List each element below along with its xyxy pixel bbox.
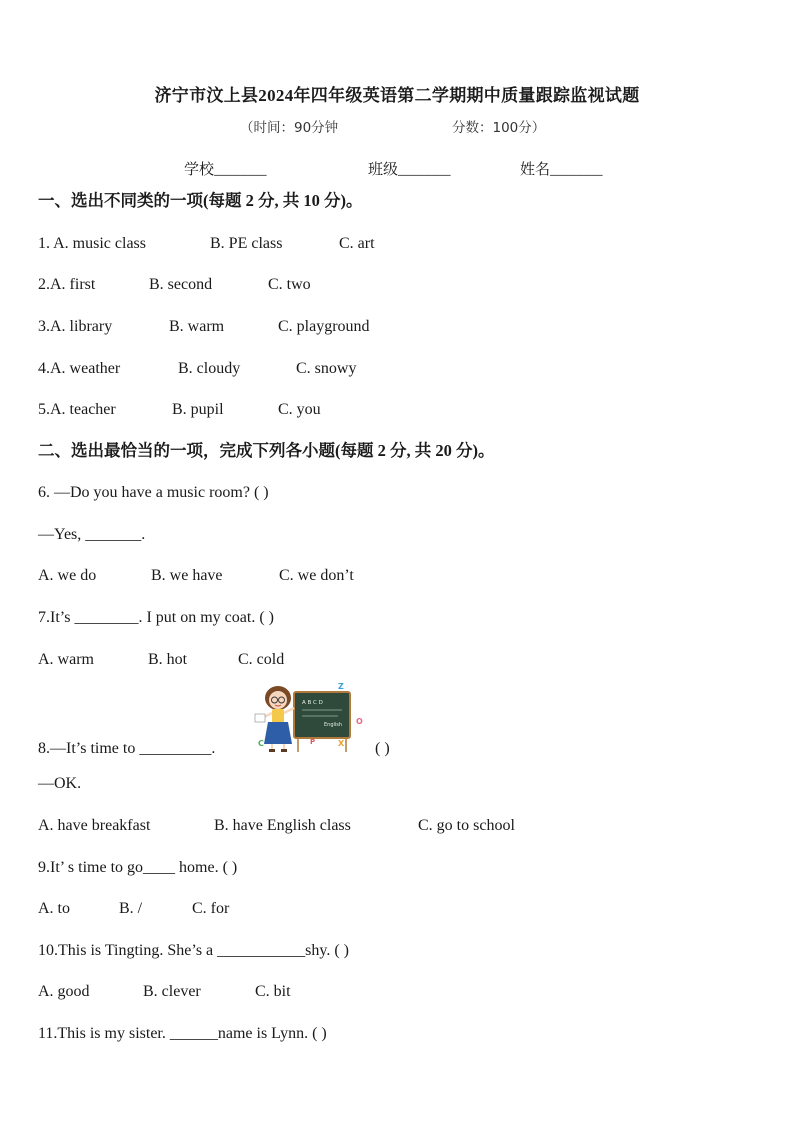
letter-x: X	[338, 739, 345, 748]
teacher-chalkboard-illustration	[250, 680, 368, 754]
q9-option-b: B. /	[119, 900, 143, 917]
letter-c: C	[258, 739, 264, 748]
exam-time: （时间：90分钟	[240, 120, 339, 136]
q2-option-a: 2.A. first	[38, 276, 96, 293]
q9-option-c: C. for	[192, 900, 230, 917]
q6-reply: —Yes, _______.	[38, 526, 146, 543]
q6-option-c: C. we don’t	[279, 567, 354, 584]
q7-option-a: A. warm	[38, 651, 94, 668]
q10-option-b: B. clever	[143, 983, 201, 1000]
q4-option-a: 4.A. weather	[38, 360, 121, 377]
q10-stem: 10.This is Tingting. She’s a ___________shy. ( )	[38, 942, 349, 959]
exam-title: 济宁市汶上县2024年四年级英语第二学期期中质量跟踪监视试题	[154, 86, 640, 105]
q10-option-a: A. good	[38, 983, 90, 1000]
letter-z: Z	[338, 682, 344, 691]
q4-option-c: C. snowy	[296, 360, 357, 377]
school-field: 学校_______	[184, 162, 267, 178]
q2-option-c: C. two	[268, 276, 311, 293]
section1-heading: 一、选出不同类的一项(每题 2 分, 共 10 分)。	[38, 191, 363, 210]
q3-option-a: 3.A. library	[38, 318, 113, 335]
chalkboard	[294, 692, 350, 738]
q1-option-b: B. PE class	[210, 235, 283, 252]
q8-reply: —OK.	[38, 775, 82, 792]
q8-option-c: C. go to school	[418, 817, 515, 834]
q3-option-c: C. playground	[278, 318, 370, 335]
section2-heading: 二、选出最恰当的一项，完成下列各小题(每题 2 分, 共 20 分)。	[38, 441, 495, 460]
class-field: 班级_______	[368, 162, 451, 178]
q5-option-b: B. pupil	[172, 401, 224, 418]
q1-option-a: 1. A. music class	[38, 235, 146, 252]
q5-option-a: 5.A. teacher	[38, 401, 116, 418]
q3-option-b: B. warm	[169, 318, 225, 335]
q7-option-b: B. hot	[148, 651, 188, 668]
q9-option-a: A. to	[38, 900, 70, 917]
q9-stem: 9.It’ s time to go____ home. ( )	[38, 859, 238, 876]
q8-stem: 8.—It’s time to _________.	[38, 740, 216, 757]
q1-option-c: C. art	[339, 235, 375, 252]
q6-stem: 6. —Do you have a music room? ( )	[38, 484, 269, 501]
q8-option-a: A. have breakfast	[38, 817, 151, 834]
name-field: 姓名_______	[520, 162, 603, 178]
q5-option-c: C. you	[278, 401, 321, 418]
q7-stem: 7.It’s ________. I put on my coat. ( )	[38, 609, 274, 626]
letter-o: O	[356, 717, 363, 726]
q2-option-b: B. second	[149, 276, 213, 293]
q8-option-b: B. have English class	[214, 817, 351, 834]
board-text-abcd: A B C D	[302, 700, 323, 706]
q6-option-b: B. we have	[151, 567, 223, 584]
q6-option-a: A. we do	[38, 567, 97, 584]
q7-option-c: C. cold	[238, 651, 285, 668]
board-text-english: English	[324, 722, 343, 728]
q8-answer-paren: ( )	[375, 740, 390, 757]
q11-stem: 11.This is my sister. ______name is Lynn. ( )	[38, 1025, 327, 1042]
q4-option-b: B. cloudy	[178, 360, 241, 377]
letter-p: P	[310, 738, 316, 746]
exam-score: 分数：100分）	[452, 120, 546, 136]
q10-option-c: C. bit	[255, 983, 291, 1000]
